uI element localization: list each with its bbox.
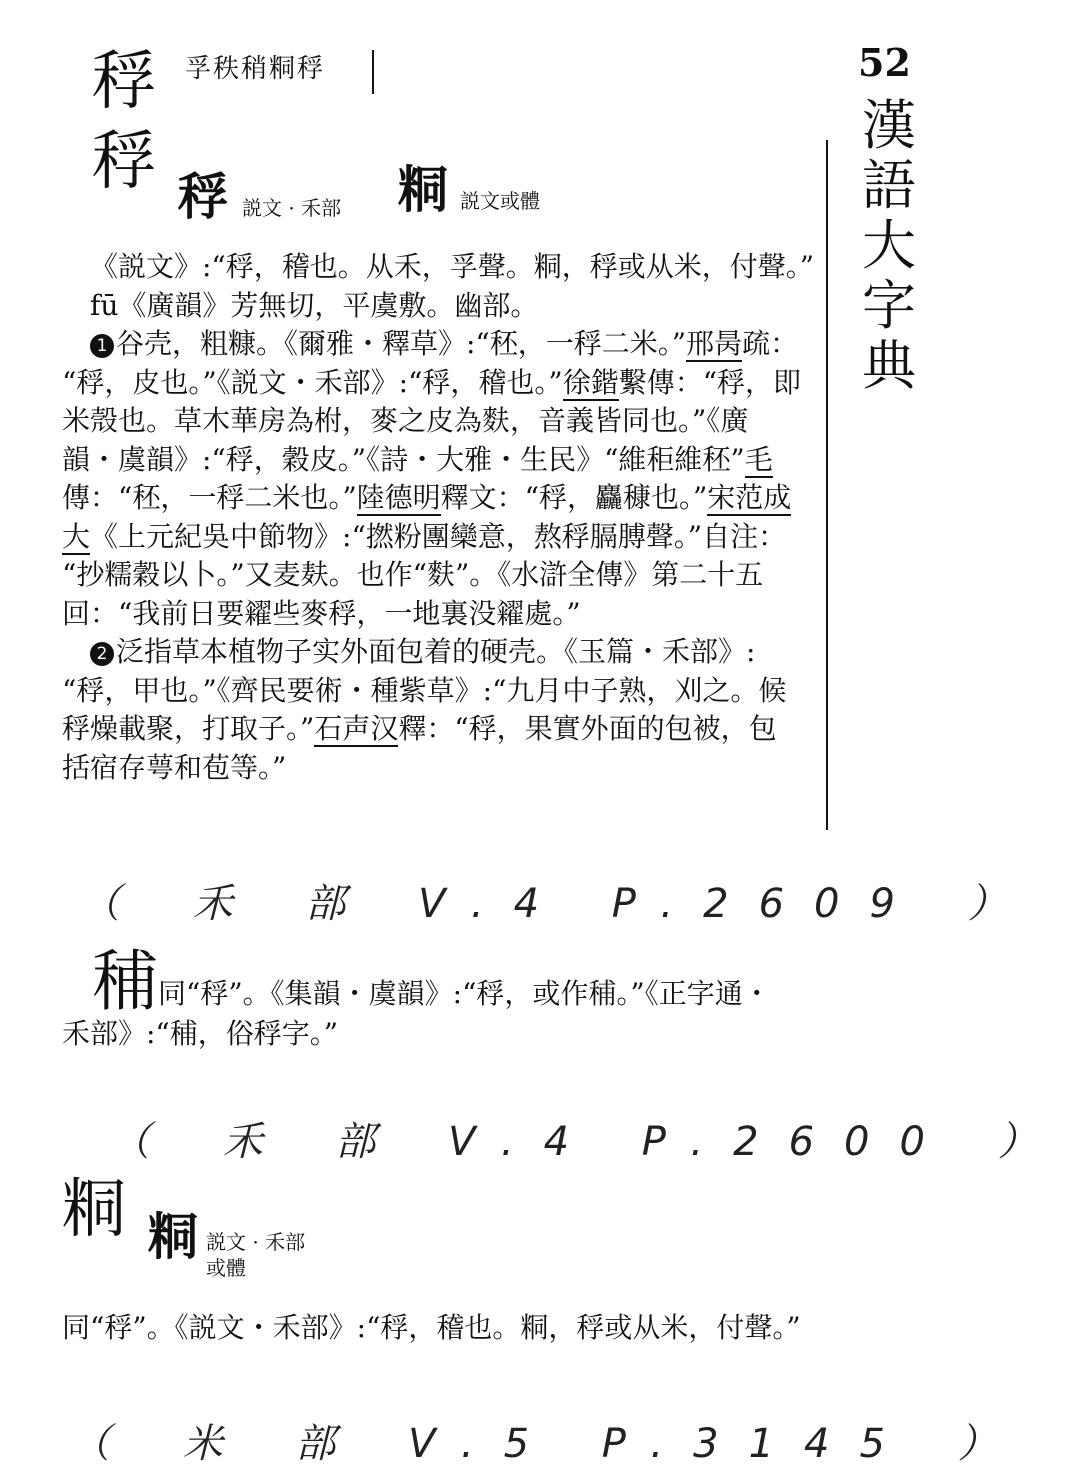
dictionary-title bbox=[852, 96, 926, 396]
pronunciation-line: fū《廣韻》芳無切，平虞敷。幽部。 bbox=[90, 288, 539, 322]
sense-1-marker: 1 bbox=[90, 334, 114, 358]
body-line: “抄糯穀以卜。”又麦麸。也作“麩”。《水滸全傳》第二十五 bbox=[62, 558, 764, 591]
person-name: 陸德明 bbox=[356, 481, 441, 514]
seal-script-3: 粡 bbox=[148, 1207, 198, 1266]
page-number: 52 bbox=[858, 40, 911, 85]
body-line: 傳：“秠，一稃二米也。”陸德明釋文：“稃，麤穅也。”宋范成 bbox=[62, 481, 792, 514]
seal-script-1: 稃 bbox=[178, 167, 228, 226]
divider-short bbox=[372, 50, 374, 94]
body-line: 大《上元紀吳中節物》:“撚粉團欒意，熬稃膈膊聲。”自注： bbox=[62, 519, 787, 553]
entry2-body-cont bbox=[62, 1014, 338, 1054]
body-line: 韻・虞韻》:“稃，穀皮。”《詩・大雅・生民》“維秬維秠”毛 bbox=[62, 442, 773, 476]
seal-caption-3b: 或體 bbox=[206, 1256, 246, 1280]
entry1-body bbox=[62, 248, 824, 787]
seal-caption-1: 説文 · 禾部 bbox=[242, 196, 342, 220]
person-name: 宋范成 bbox=[707, 481, 792, 514]
headword-entry3: 粡 bbox=[62, 1173, 126, 1247]
title-char: 語 bbox=[862, 154, 916, 217]
entry2-body bbox=[158, 974, 771, 1014]
body-line: 禾部》:“秿，俗稃字。” bbox=[62, 1017, 339, 1050]
title-char: 字 bbox=[862, 274, 916, 337]
body-line: 同“稃”。《集韻・虞韻》:“稃，或作秿。”《正字通・ bbox=[158, 977, 771, 1010]
headword-top: 稃 bbox=[92, 45, 156, 119]
handwritten-reference-1: （ 禾 部 V.4 P.2609 ） bbox=[80, 881, 1038, 927]
body-line: 米殼也。草木華房為柎，麥之皮為麩，音義皆同也。”《廣 bbox=[62, 404, 749, 437]
seal-script-2: 粡 bbox=[398, 160, 448, 219]
handwritten-reference-2: （ 禾 部 V.4 P.2600 ） bbox=[110, 1119, 1068, 1165]
sense-1-line: 1 谷壳，粗糠。《爾雅・釋草》:“秠，一稃二米。”邢昺疏： bbox=[62, 325, 824, 364]
title-char: 典 bbox=[862, 334, 916, 397]
variant-forms: 孚秩稍粡稃 bbox=[185, 54, 326, 84]
seal-caption-2: 説文或體 bbox=[460, 189, 540, 213]
title-char: 大 bbox=[862, 214, 916, 277]
source-line: 《説文》:“稃，稽也。从禾，孚聲。粡，稃或从米，付聲。” bbox=[90, 250, 815, 283]
seal-caption-3a: 説文 · 禾部 bbox=[206, 1230, 306, 1254]
body-line: 回：“我前日要糴些麥稃，一地裏没糴處。” bbox=[62, 596, 581, 630]
handwritten-reference-3: （ 米 部 V.5 P.3145 ） bbox=[70, 1421, 1028, 1467]
entry3-body bbox=[62, 1308, 801, 1348]
body-line: “稃，皮也。”《説文・禾部》:“稃，稽也。”徐鍇繫傳：“稃，即 bbox=[62, 365, 802, 399]
person-name: 邢昺 bbox=[686, 327, 743, 360]
person-name: 石声汉 bbox=[314, 712, 399, 745]
body-line: 稃燥載聚，打取子。”石声汉釋：“稃，果實外面的包被，包 bbox=[62, 712, 777, 745]
sense-2-marker: 2 bbox=[90, 642, 114, 666]
person-name: 大 bbox=[62, 519, 91, 553]
body-line: 同“稃”。《説文・禾部》:“稃，稽也。粡，稃或从米，付聲。” bbox=[62, 1311, 801, 1344]
person-name: 毛 bbox=[744, 442, 773, 476]
sense-2-line: 2 泛指草本植物子实外面包着的硬壳。《玉篇・禾部》: bbox=[62, 633, 824, 672]
column-divider bbox=[826, 140, 828, 830]
body-line: 括宿存萼和苞等。” bbox=[62, 750, 287, 784]
headword-entry2: 秿 bbox=[92, 943, 158, 1020]
title-char: 漢 bbox=[862, 94, 916, 157]
person-name: 徐鍇 bbox=[562, 365, 619, 399]
body-line: “稃，甲也。”《齊民要術・種紫草》:“九月中子熟，刈之。候 bbox=[62, 673, 787, 707]
headword-main: 稃 bbox=[92, 125, 156, 199]
